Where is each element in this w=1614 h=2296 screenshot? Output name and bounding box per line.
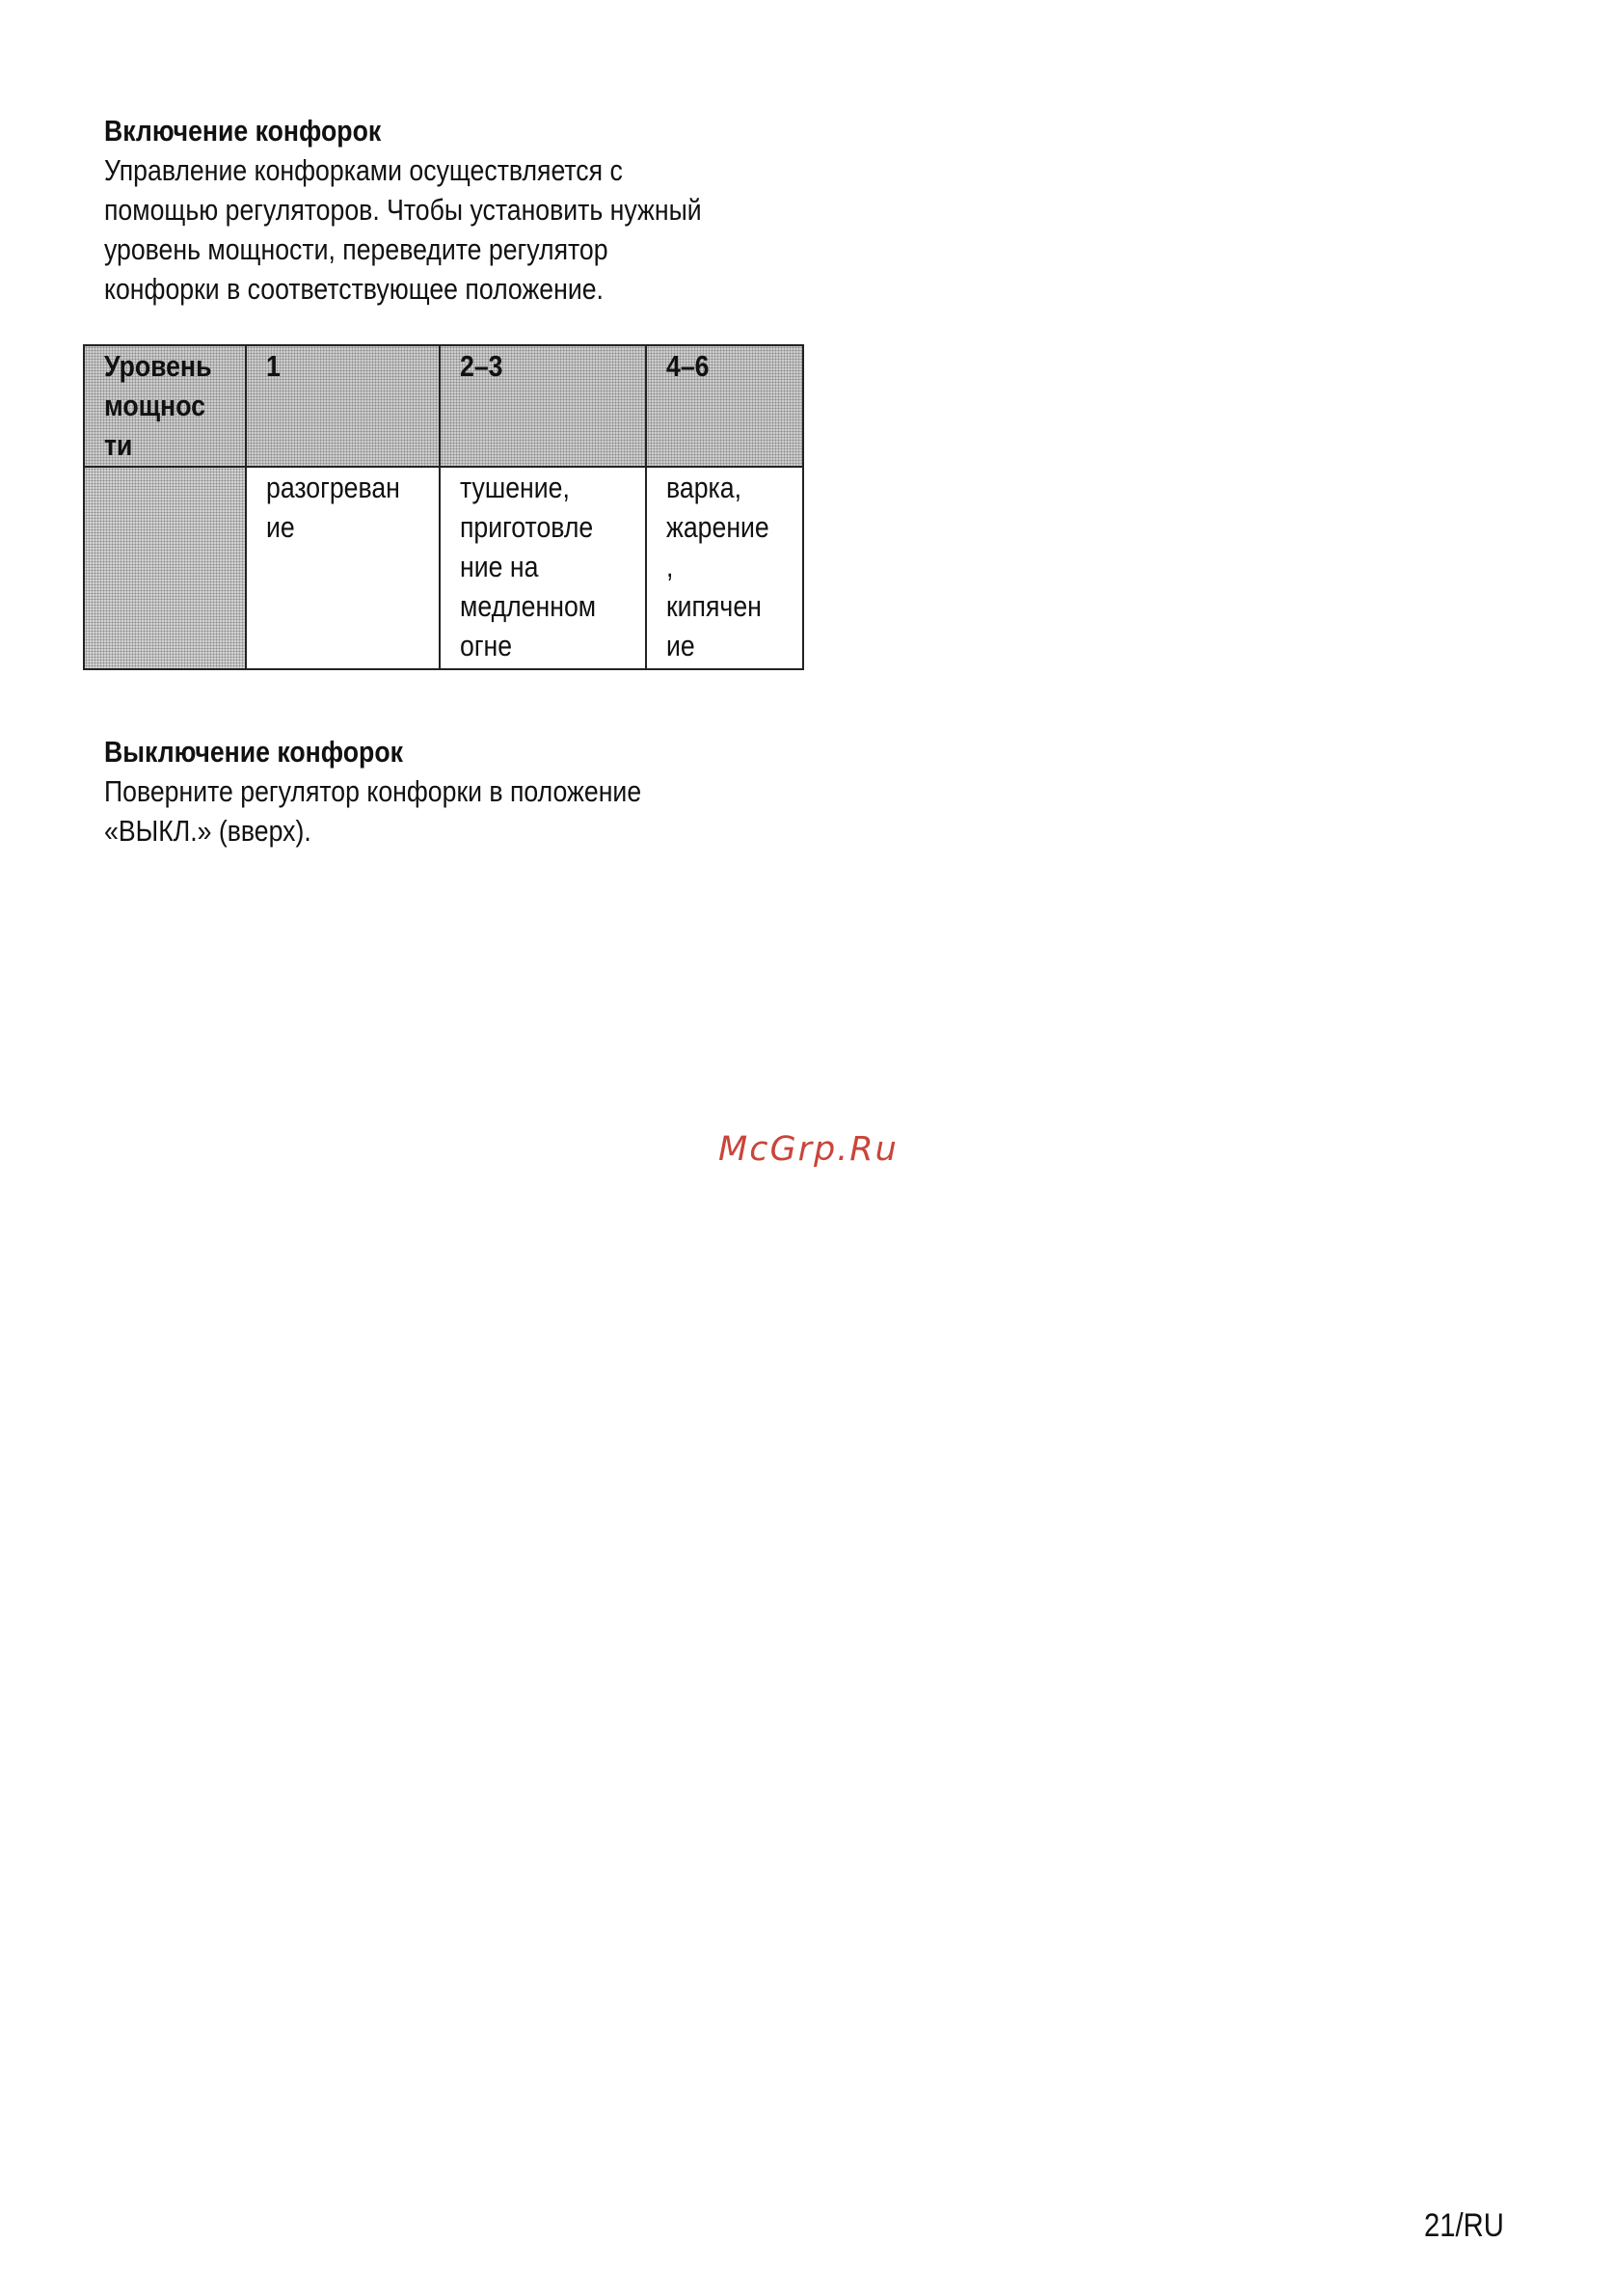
header-label: 1 [266,349,281,383]
section-title-burners-on: Включение конфорок [104,114,382,148]
body-line: «ВЫКЛ.» (вверх). [104,814,311,848]
cell-text: разогреван ие [266,471,400,544]
page-number: 21/RU [1424,2207,1504,2244]
section-burners-off [104,732,837,851]
body-line: уровень мощности, переведите регулятор [104,232,608,266]
body-line: конфорки в соответствующее положение. [104,272,604,306]
section-body-burners-on [104,150,850,309]
header-label: 4–6 [666,349,710,383]
section-body-burners-off [104,771,850,851]
header-label: 2–3 [460,349,503,383]
cell-text: варка, жарение , кипячен ие [666,471,769,662]
header-cell-level-1 [246,345,440,467]
section-title-burners-off: Выключение конфорок [104,735,403,769]
body-line: Управление конфорками осуществляется с [104,153,623,187]
watermark: McGrp.Ru [718,1130,899,1169]
header-cell-power-level [84,345,246,467]
table-row [84,467,803,669]
power-level-table [83,344,804,670]
header-cell-level-4-6 [646,345,803,467]
body-line: помощью регуляторов. Чтобы установить нужный [104,193,702,227]
table-cell-boiling [646,467,803,669]
table-cell-warming [246,467,440,669]
header-label: Уровень мощнос ти [104,349,212,462]
table-cell-stewing [440,467,646,669]
table-cell-empty [84,467,246,669]
body-line: Поверните регулятор конфорки в положение [104,774,642,808]
section-burners-on [104,111,837,309]
header-cell-level-2-3 [440,345,646,467]
table-header-row [84,345,803,467]
cell-text: тушение, приготовле ние на медленном огне [460,471,597,662]
